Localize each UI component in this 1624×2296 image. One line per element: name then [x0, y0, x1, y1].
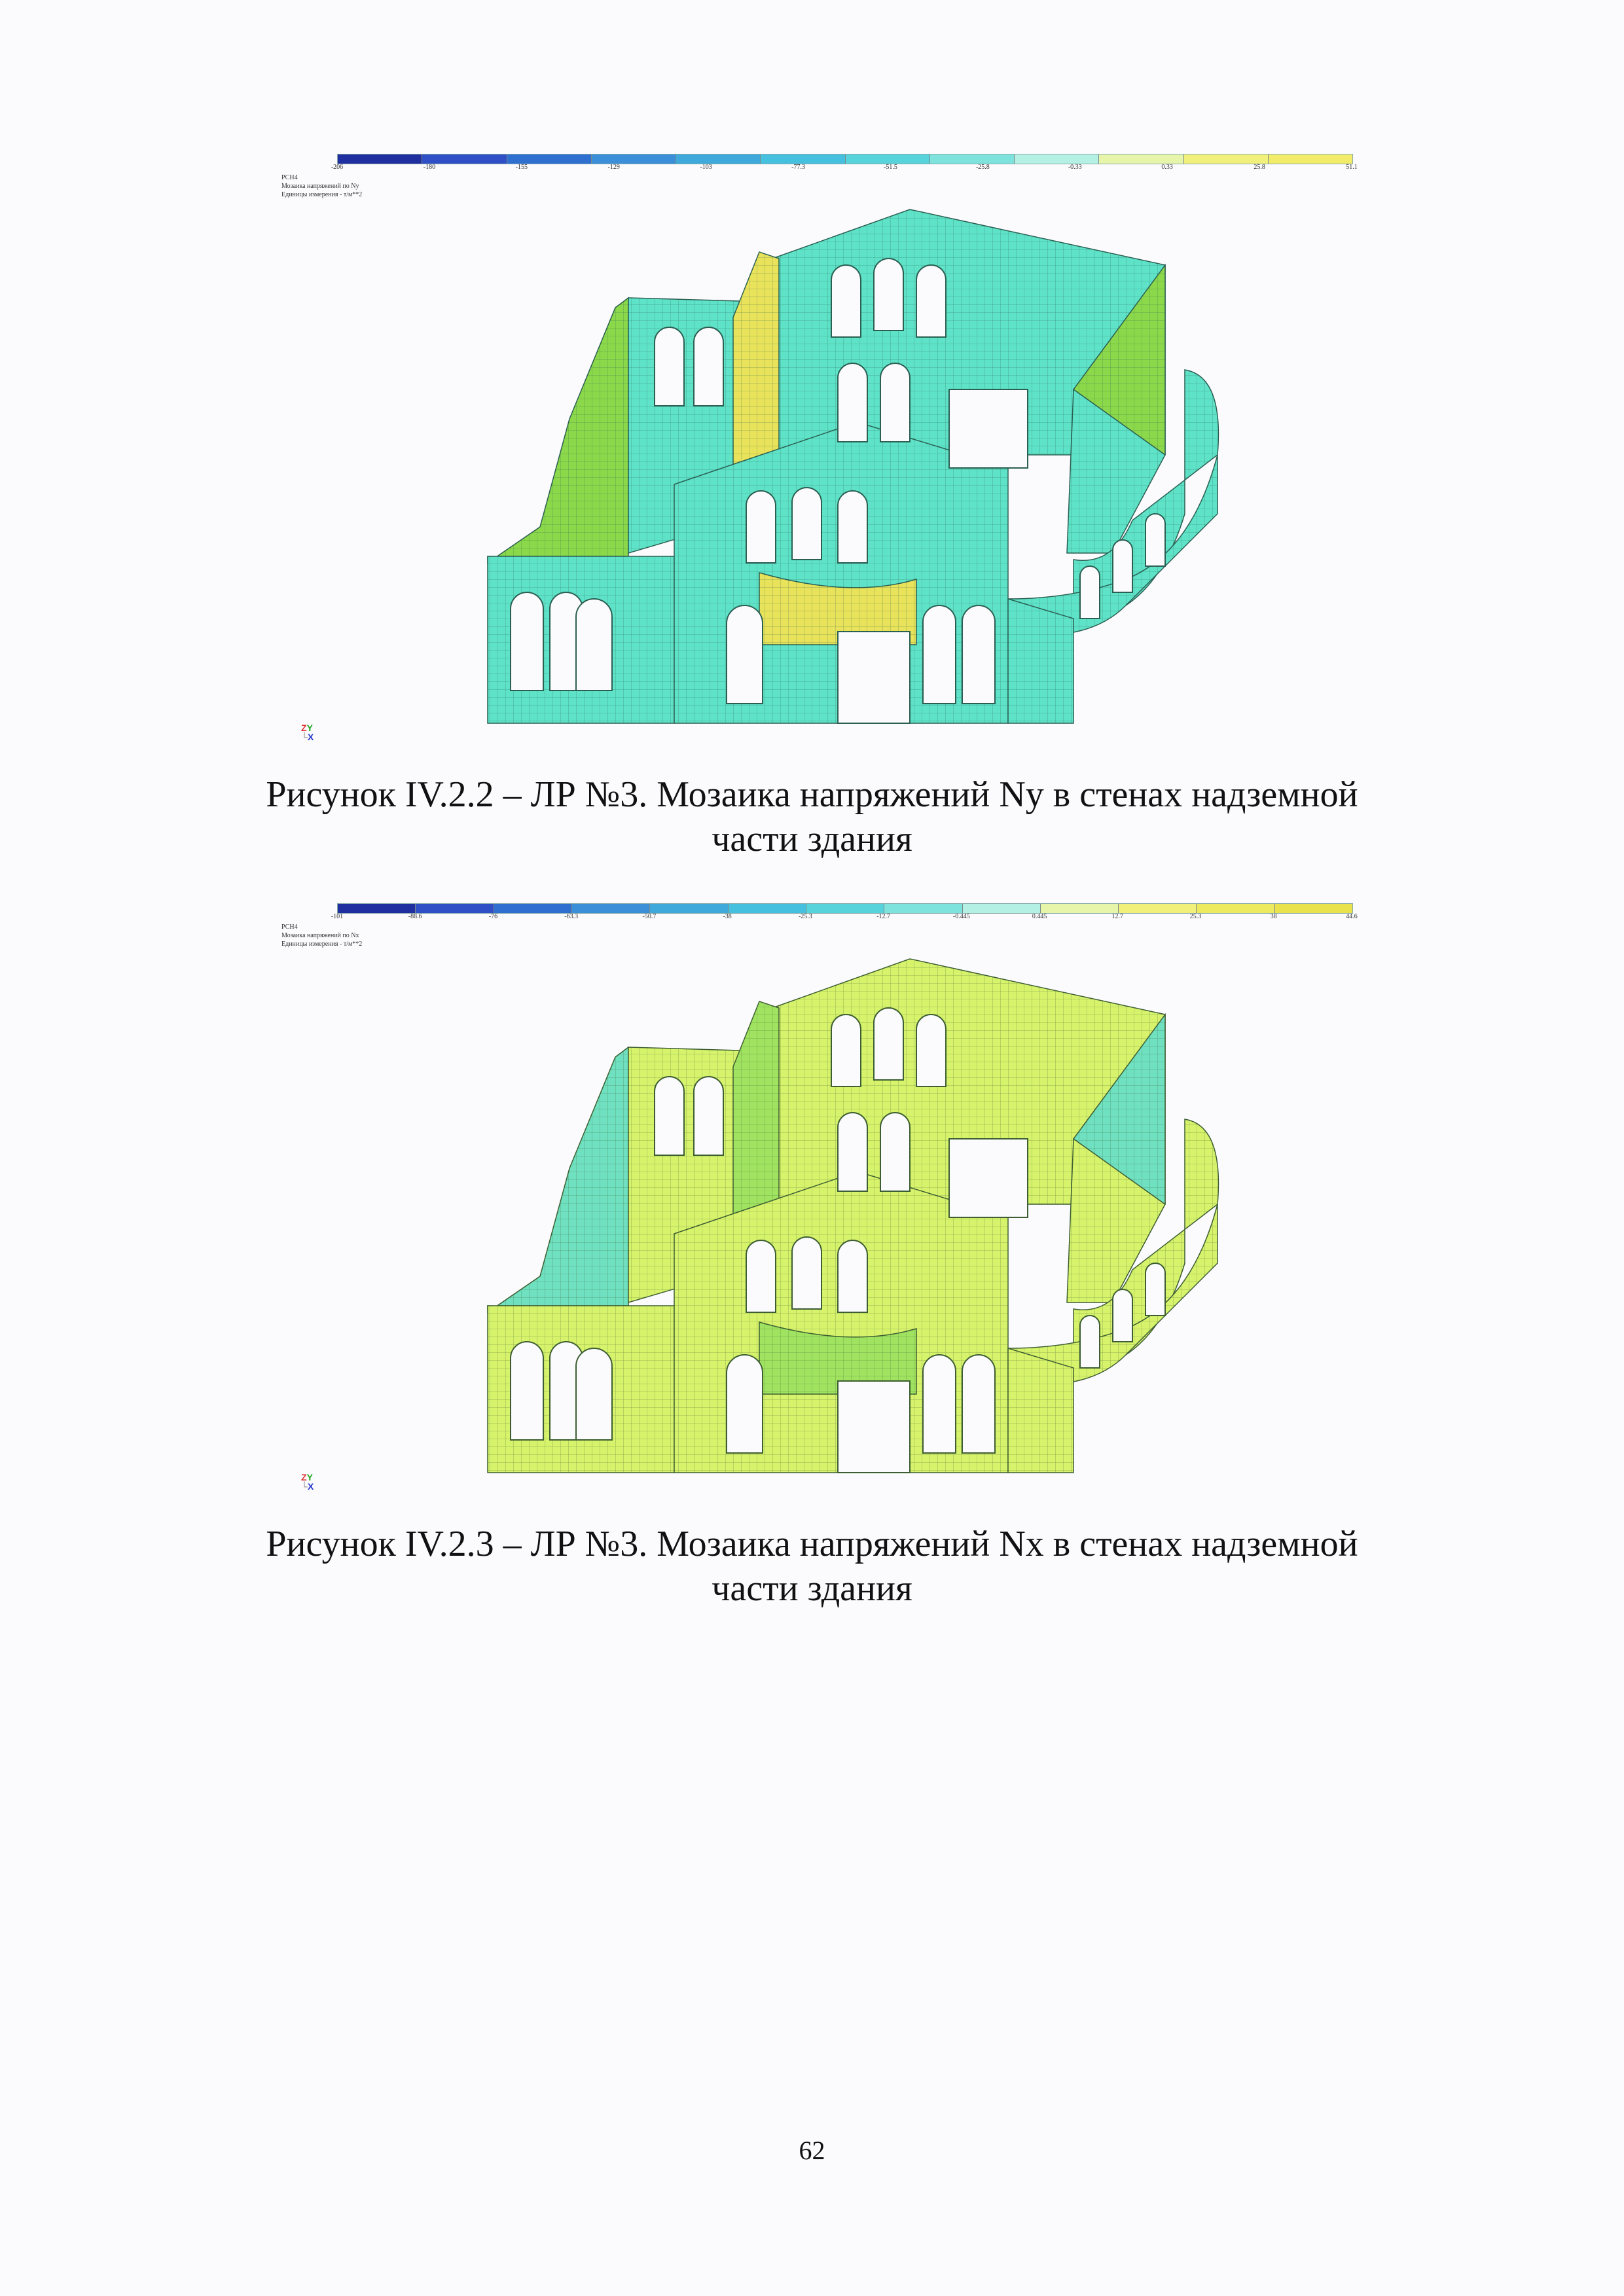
figure-nx-mosaic — [262, 897, 1375, 1518]
window-opening — [576, 1348, 612, 1440]
window-opening — [746, 491, 776, 563]
building-stress-model — [262, 147, 1375, 776]
caption-line-1: Рисунок IV.2.2 – ЛР №3. Мозаика напряжений Ny в стенах надземной — [266, 774, 1358, 815]
window-opening — [962, 1355, 995, 1453]
color-scale-tick-label: -25.8 — [975, 164, 990, 171]
window-opening — [576, 599, 612, 691]
color-scale-tick-label: 12.7 — [1111, 913, 1124, 920]
window-opening — [916, 1014, 946, 1086]
window-opening — [511, 592, 543, 691]
caption-line-2: части здания — [712, 819, 912, 859]
window-opening — [838, 363, 867, 442]
axis-triad-icon: ZY └X — [301, 1472, 314, 1492]
building-stress-model — [262, 897, 1375, 1518]
window-opening — [838, 1113, 867, 1191]
door-opening — [838, 632, 910, 723]
axis-z-label: Z — [301, 723, 307, 733]
window-opening — [655, 1077, 684, 1155]
door-opening — [838, 1381, 910, 1473]
axis-x-label: X — [307, 1481, 314, 1492]
window-opening — [746, 1240, 776, 1312]
window-opening — [838, 491, 867, 563]
window-opening — [880, 363, 910, 442]
window-opening — [655, 327, 684, 406]
color-scale-tick-label: 44.6 — [1346, 913, 1358, 920]
window-opening — [792, 1237, 821, 1309]
legend-units: Единицы измерения - т/м**2 — [281, 941, 363, 948]
color-scale-tick-label: -77.3 — [791, 164, 805, 171]
figure-ny-mosaic — [262, 147, 1375, 776]
color-scale-tick-label: -12.7 — [876, 913, 891, 920]
window-opening — [727, 1355, 763, 1453]
legend-title: Мозаика напряжений по Ny — [281, 183, 359, 190]
rectangular-opening — [949, 1139, 1028, 1217]
left-side-wall-mesh — [488, 1047, 628, 1312]
axis-x-label: X — [307, 732, 314, 742]
rectangular-opening — [949, 389, 1028, 468]
legend-program: РСН4 — [281, 174, 298, 181]
color-scale-tick-label: -0.445 — [952, 913, 970, 920]
color-scale-tick-label: -129 — [607, 164, 620, 171]
window-opening — [923, 605, 956, 704]
left-side-wall-mesh — [488, 298, 628, 563]
color-scale-tick-label: -88.6 — [408, 913, 422, 920]
legend-title: Мозаика напряжений по Nx — [281, 932, 359, 939]
color-scale-tick-label: -103 — [700, 164, 712, 171]
front-right-wall-mesh — [1008, 599, 1074, 723]
window-opening — [916, 265, 946, 337]
caption-line-2: части здания — [712, 1568, 912, 1609]
page-number: 62 — [799, 2136, 825, 2165]
window-opening — [1146, 1263, 1165, 1316]
window-opening — [831, 1014, 861, 1086]
color-scale-tick-label: -51.5 — [884, 164, 897, 171]
axis-z-label: Z — [301, 1472, 307, 1482]
color-scale-tick-label: -206 — [331, 164, 344, 171]
window-opening — [874, 1008, 903, 1080]
axis-triad-icon: ZY └X — [301, 723, 314, 742]
window-opening — [1113, 1289, 1132, 1342]
color-scale-tick-label: -155 — [515, 164, 528, 171]
axis-y-label: Y — [306, 1472, 313, 1482]
window-opening — [727, 605, 763, 704]
window-opening — [923, 1355, 956, 1453]
window-opening — [1080, 566, 1100, 619]
caption-figure-2 — [0, 1522, 1624, 1611]
window-opening — [1146, 514, 1165, 566]
legend-units: Единицы измерения - т/м**2 — [281, 191, 363, 198]
caption-line-1: Рисунок IV.2.3 – ЛР №3. Мозаика напряжений Nx в стенах надземной — [266, 1524, 1358, 1564]
window-opening — [874, 259, 903, 331]
window-opening — [831, 265, 861, 337]
window-opening — [838, 1240, 867, 1312]
front-right-wall-mesh — [1008, 1348, 1074, 1473]
color-scale-tick-label: -25.3 — [798, 913, 812, 920]
legend-program: РСН4 — [281, 924, 298, 931]
color-scale-tick-label: 0.33 — [1161, 164, 1173, 171]
color-scale-tick-label: 25.8 — [1254, 164, 1265, 171]
caption-figure-1 — [0, 772, 1624, 861]
window-opening — [880, 1113, 910, 1191]
axis-y-label: Y — [306, 723, 313, 733]
color-scale-tick-label: -76 — [488, 913, 498, 920]
window-opening — [962, 605, 995, 704]
window-opening — [1113, 540, 1132, 592]
color-scale-tick-label: 51.1 — [1346, 164, 1358, 171]
color-scale-tick-label: 0.445 — [1032, 913, 1047, 920]
color-scale-tick-label: -180 — [423, 164, 436, 171]
window-opening — [511, 1342, 543, 1440]
window-opening — [1080, 1316, 1100, 1368]
color-scale-tick-label: -38 — [723, 913, 732, 920]
window-opening — [694, 1077, 723, 1155]
window-opening — [694, 327, 723, 406]
color-scale-tick-label: -50.7 — [642, 913, 657, 920]
color-scale-tick-label: 25.3 — [1189, 913, 1202, 920]
window-opening — [792, 488, 821, 560]
color-scale-tick-label: -0.33 — [1068, 164, 1082, 171]
color-scale-tick-label: -63.3 — [564, 913, 579, 920]
color-scale-tick-label: 38 — [1270, 913, 1277, 920]
color-scale-tick-label: -101 — [331, 913, 344, 920]
